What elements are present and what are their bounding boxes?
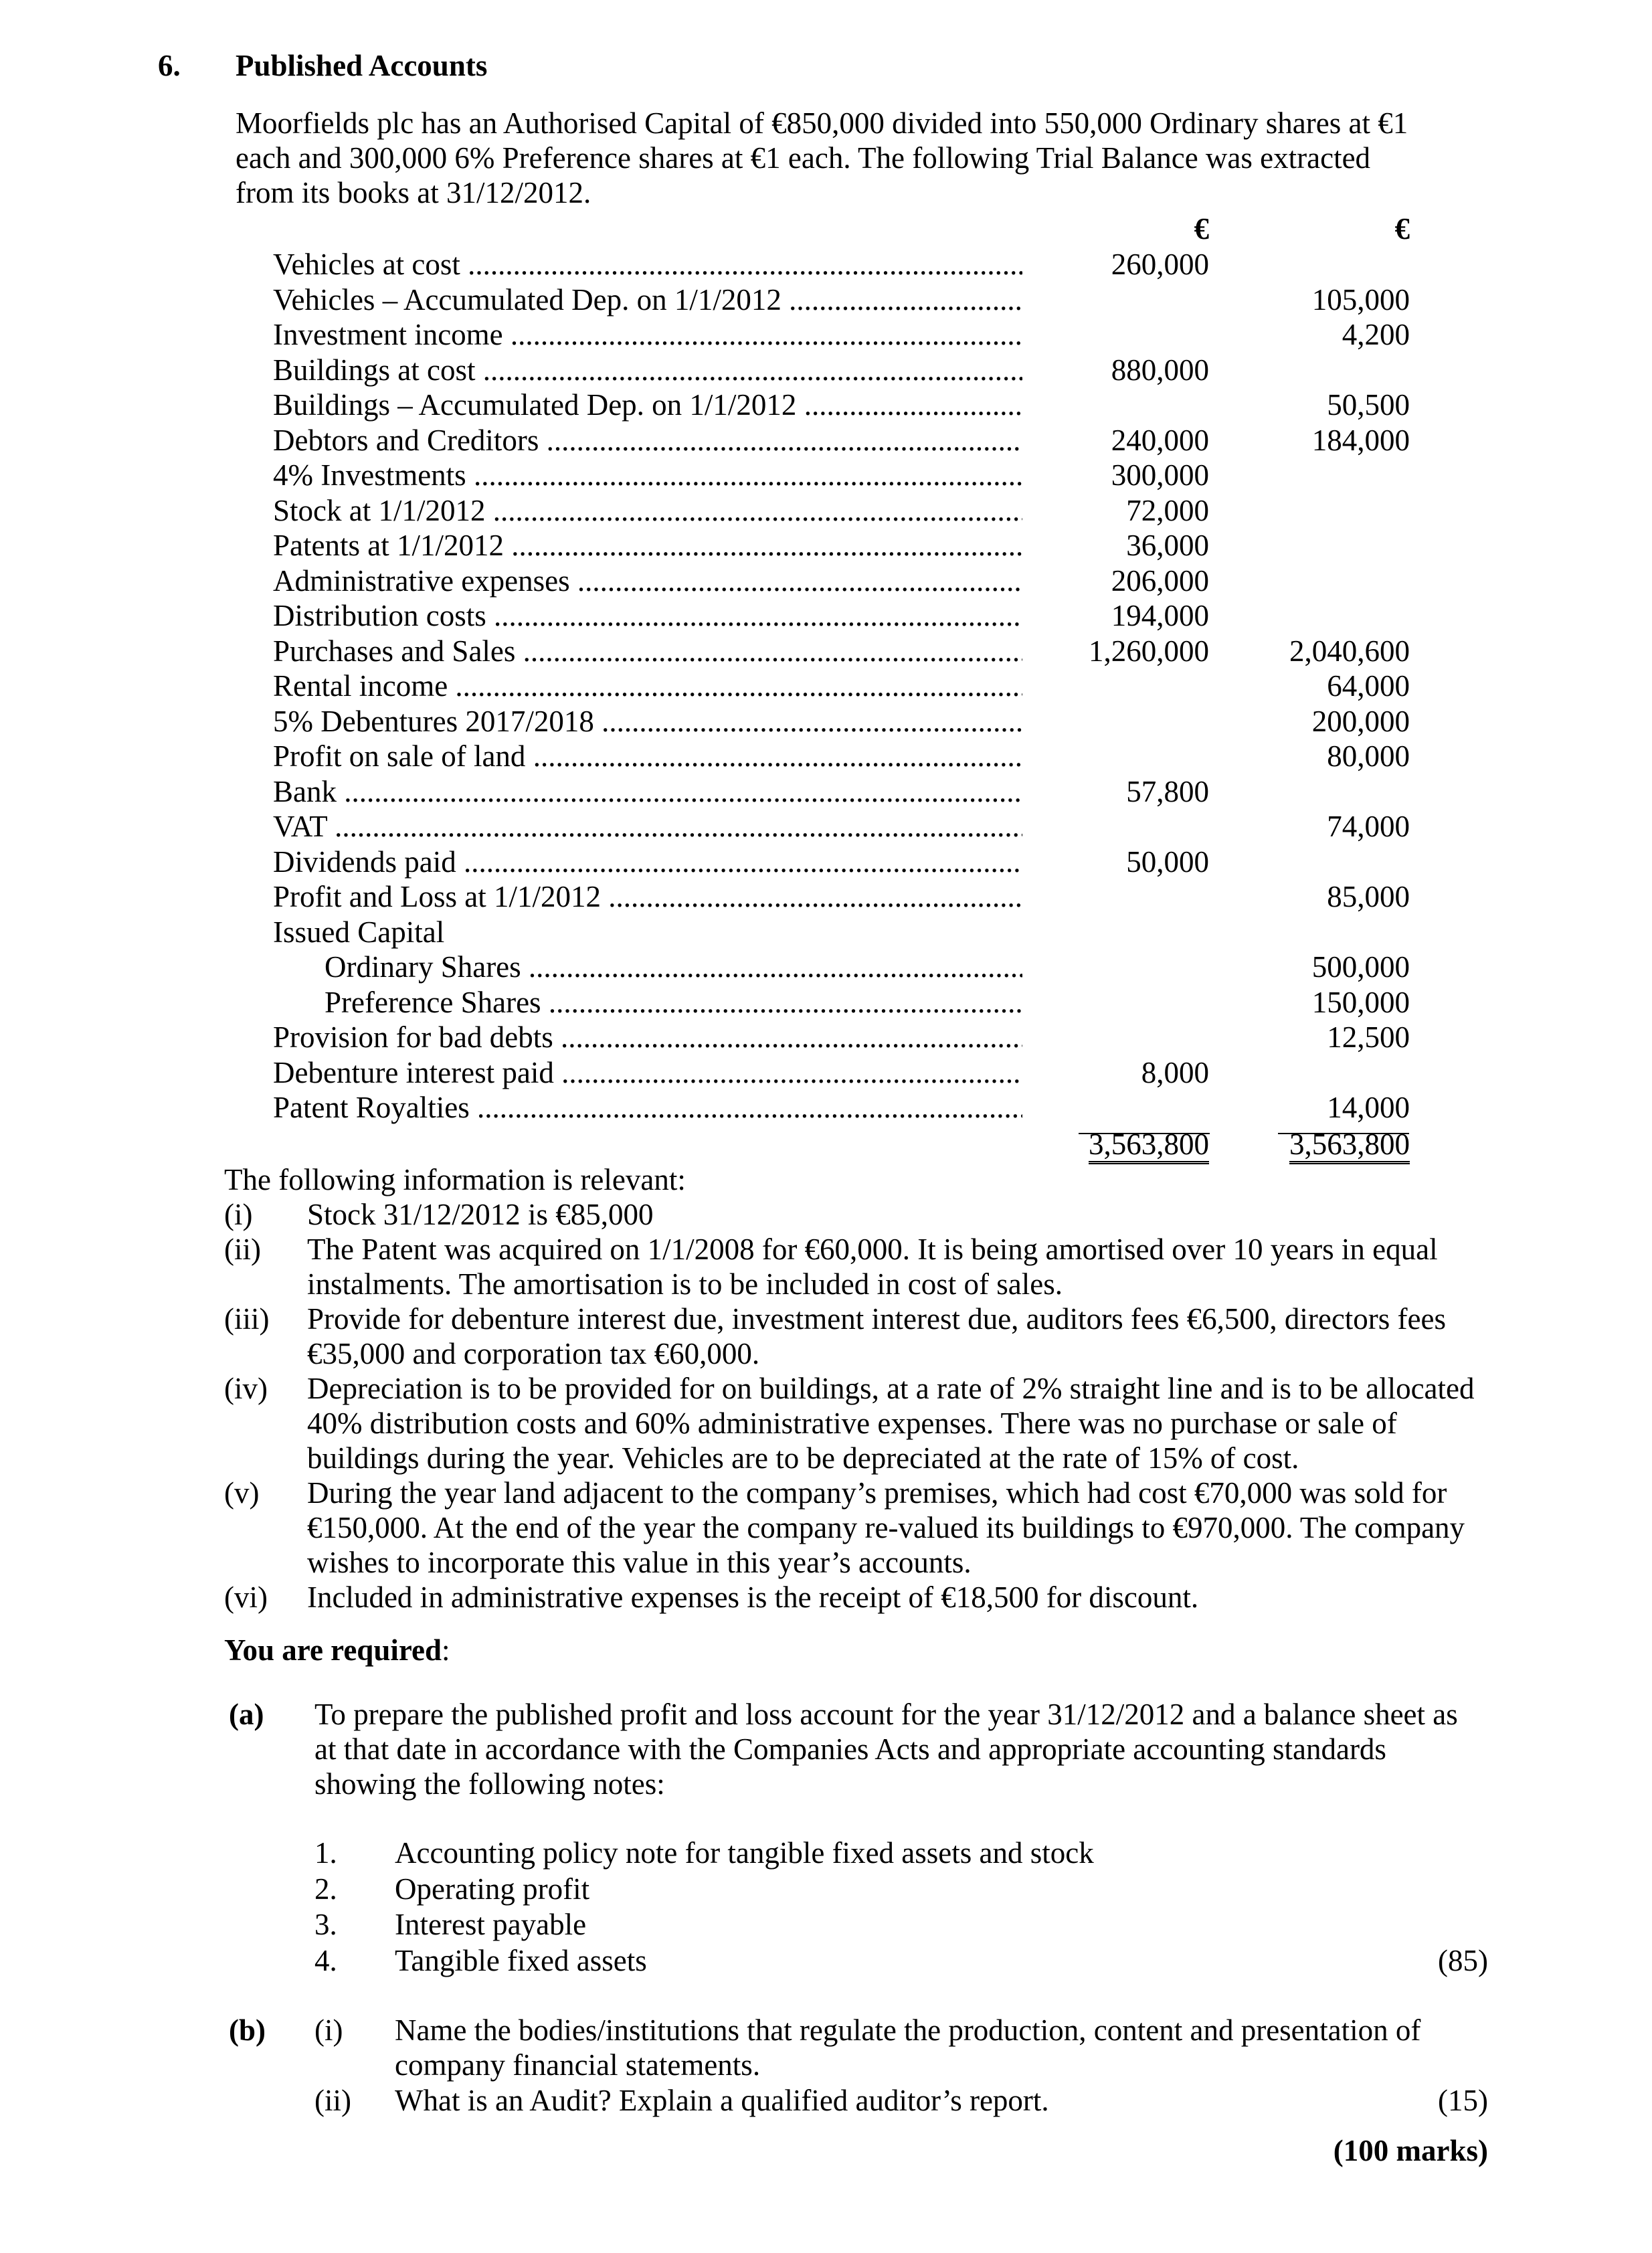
credit-amount: 85,000 [1327, 880, 1410, 913]
credit-amount: 64,000 [1327, 669, 1410, 703]
row-label: Stock at 1/1/2012 ..... [273, 493, 1022, 528]
information-item-number: (iii) [224, 1302, 270, 1336]
information-item-text: The Patent was acquired on 1/1/2008 for €60,000. It is being amortised over 10 years in equal instalments. The amortisation is to be included in cost of sales. [307, 1233, 1438, 1301]
trial-balance-row [0, 1020, 1652, 1055]
information-list [224, 1197, 1509, 1615]
row-label: Profit and Loss at 1/1/2012 ..... [273, 879, 1022, 914]
row-label: Debtors and Creditors ..... [273, 423, 1022, 458]
trial-balance-row [0, 282, 1652, 318]
debit-total-value: 3,563,800 [1089, 1128, 1209, 1164]
debit-amount: 300,000 [1111, 458, 1209, 492]
credit-amount: 500,000 [1311, 950, 1410, 984]
trial-balance-row [0, 950, 1652, 985]
information-item-number: (i) [224, 1198, 253, 1231]
debit-amount: 194,000 [1111, 599, 1209, 632]
row-label: Purchases and Sales ..... [273, 634, 1022, 668]
credit-total-value: 3,563,800 [1289, 1128, 1410, 1164]
note-text: Accounting policy note for tangible fixed assets and stock [395, 1836, 1094, 1870]
trial-balance-row [0, 809, 1652, 844]
question-intro [236, 106, 1507, 210]
debit-amount: 240,000 [1111, 423, 1209, 457]
information-item-text: Stock 31/12/2012 is €85,000 [307, 1198, 654, 1231]
row-label: Preference Shares ..... [325, 985, 1022, 1020]
row-label: Issued Capital [273, 915, 445, 949]
information-item-number: (ii) [224, 1233, 261, 1266]
part-b-label: (b) [229, 2013, 266, 2047]
information-item-text: Provide for debenture interest due, investment interest due, auditors fees €6,500, directors fees €35,000 and corporation tax €60,000. [307, 1302, 1446, 1370]
credit-amount: 200,000 [1311, 704, 1410, 738]
information-item [224, 1197, 1509, 1232]
trial-balance-row [0, 387, 1652, 423]
trial-balance-row [0, 528, 1652, 563]
trial-balance-row [0, 493, 1652, 529]
debit-amount: 57,800 [1126, 774, 1209, 808]
row-label: Provision for bad debts ..... [273, 1020, 1022, 1055]
debit-amount: 206,000 [1111, 563, 1209, 598]
trial-balance-row [0, 879, 1652, 915]
debit-currency-header: € [1194, 212, 1209, 246]
information-item [224, 1580, 1509, 1615]
row-label: Investment income ..... [273, 317, 1022, 352]
required-heading-colon: : [442, 1633, 450, 1667]
row-label: Patents at 1/1/2012 ..... [273, 528, 1022, 563]
debit-amount: 36,000 [1126, 529, 1209, 562]
question-title: Published Accounts [236, 49, 488, 82]
intro-line: from its books at 31/12/2012. [236, 176, 591, 209]
trial-balance-row [0, 353, 1652, 388]
part-b-ii-text: What is an Audit? Explain a qualified auditor’s report. [395, 2084, 1049, 2117]
note-number: 3. [314, 1908, 337, 1941]
intro-line: Moorfields plc has an Authorised Capital of €850,000 divided into 550,000 Ordinary shares at €1 [236, 106, 1408, 140]
information-item [224, 1475, 1509, 1580]
trial-balance-row [0, 704, 1652, 739]
part-b-marks: (15) [1438, 2084, 1488, 2117]
row-label: Bank ..... [273, 774, 1022, 809]
debit-amount: 1,260,000 [1089, 634, 1209, 668]
information-item-text: Depreciation is to be provided for on buildings, at a rate of 2% straight line and is to be allocated 40% distribution costs and 60% administrative expenses. There was no purchase or sale of buildings during the year. Vehicles are to be depreciated at the rate of 15% of cost. [307, 1372, 1475, 1475]
row-label: Distribution costs ..... [273, 598, 1022, 633]
information-item-number: (v) [224, 1476, 260, 1510]
information-item-text: During the year land adjacent to the company’s premises, which had cost €70,000 was sold for €150,000. At the end of the year the company re-valued its buildings to €970,000. The company wishes to incorporate this value in this year’s accounts. [307, 1476, 1465, 1579]
trial-balance-row [0, 423, 1652, 458]
information-item-text: Included in administrative expenses is the receipt of €18,500 for discount. [307, 1581, 1199, 1614]
part-a-marks: (85) [1438, 1944, 1488, 1977]
trial-balance-row [0, 739, 1652, 774]
row-label: Vehicles – Accumulated Dep. on 1/1/2012 ..... [273, 282, 1022, 317]
credit-amount: 50,500 [1327, 388, 1410, 422]
row-label: Debenture interest paid ..... [273, 1055, 1022, 1090]
row-label: VAT ..... [273, 809, 1022, 844]
debit-total [1089, 1127, 1209, 1162]
part-b-i-text: Name the bodies/institutions that regulate the production, content and presentation of company financial statements. [395, 2013, 1421, 2082]
information-item [224, 1301, 1509, 1371]
debit-amount: 8,000 [1141, 1055, 1209, 1089]
credit-total [1289, 1127, 1410, 1162]
question-number: 6. [158, 49, 181, 82]
credit-amount: 150,000 [1311, 985, 1410, 1019]
credit-amount: 12,500 [1327, 1020, 1410, 1054]
row-label: Administrative expenses ..... [273, 563, 1022, 598]
row-label: Buildings – Accumulated Dep. on 1/1/2012 ..... [273, 387, 1022, 422]
part-a-label: (a) [229, 1698, 264, 1731]
trial-balance-row [0, 317, 1652, 353]
trial-balance-table [0, 247, 1652, 1125]
row-label: Ordinary Shares ..... [325, 950, 1022, 984]
total-marks: (100 marks) [1333, 2134, 1488, 2167]
trial-balance-row [0, 1055, 1652, 1091]
credit-amount: 105,000 [1311, 282, 1410, 317]
note-number: 1. [314, 1836, 337, 1870]
row-label: Vehicles at cost ..... [273, 247, 1022, 282]
trial-balance-row [0, 458, 1652, 493]
debit-amount: 50,000 [1126, 844, 1209, 879]
debit-amount: 880,000 [1111, 353, 1209, 387]
information-item [224, 1371, 1509, 1475]
row-label: Dividends paid ..... [273, 844, 1022, 879]
debit-amount: 72,000 [1126, 493, 1209, 527]
credit-amount: 2,040,600 [1289, 634, 1410, 668]
debit-amount: 260,000 [1111, 248, 1209, 281]
trial-balance-row [0, 247, 1652, 282]
credit-amount: 4,200 [1342, 318, 1410, 351]
information-item-number: (iv) [224, 1372, 268, 1405]
note-number: 2. [314, 1872, 337, 1906]
row-label: Buildings at cost ..... [273, 353, 1022, 387]
row-label: 5% Debentures 2017/2018 ..... [273, 704, 1022, 739]
row-label: 4% Investments ..... [273, 458, 1022, 492]
trial-balance-row [0, 634, 1652, 669]
row-label: Profit on sale of land ..... [273, 739, 1022, 774]
part-a-text: To prepare the published profit and loss account for the year 31/12/2012 and a balance sheet as at that date in accordance with the Companies Acts and appropriate accounting standards showing the following notes: [314, 1698, 1458, 1801]
note-number: 4. [314, 1944, 337, 1977]
row-label: Rental income ..... [273, 668, 1022, 703]
credit-amount: 80,000 [1327, 739, 1410, 773]
credit-amount: 74,000 [1327, 810, 1410, 843]
credit-amount: 14,000 [1327, 1091, 1410, 1124]
part-b-ii-number: (ii) [314, 2084, 351, 2117]
information-heading: The following information is relevant: [224, 1163, 686, 1196]
note-text: Interest payable [395, 1908, 587, 1941]
trial-balance-row [0, 563, 1652, 599]
trial-balance-row [0, 1090, 1652, 1125]
trial-balance-row [0, 668, 1652, 704]
required-heading-text: You are required [224, 1633, 442, 1667]
trial-balance-row [0, 985, 1652, 1020]
trial-balance-row [0, 774, 1652, 810]
information-item-number: (vi) [224, 1581, 268, 1614]
trial-balance-row [0, 598, 1652, 634]
part-b-i-number: (i) [314, 2013, 343, 2047]
note-text: Operating profit [395, 1872, 590, 1906]
required-heading [224, 1633, 450, 1668]
information-item [224, 1232, 1509, 1301]
note-text: Tangible fixed assets [395, 1944, 647, 1977]
credit-amount: 184,000 [1311, 423, 1410, 457]
row-label: Patent Royalties ..... [273, 1090, 1022, 1125]
trial-balance-row [0, 915, 1652, 950]
intro-line: each and 300,000 6% Preference shares at €1 each. The following Trial Balance was extracted [236, 141, 1371, 175]
credit-currency-header: € [1394, 212, 1410, 246]
trial-balance-row [0, 844, 1652, 880]
